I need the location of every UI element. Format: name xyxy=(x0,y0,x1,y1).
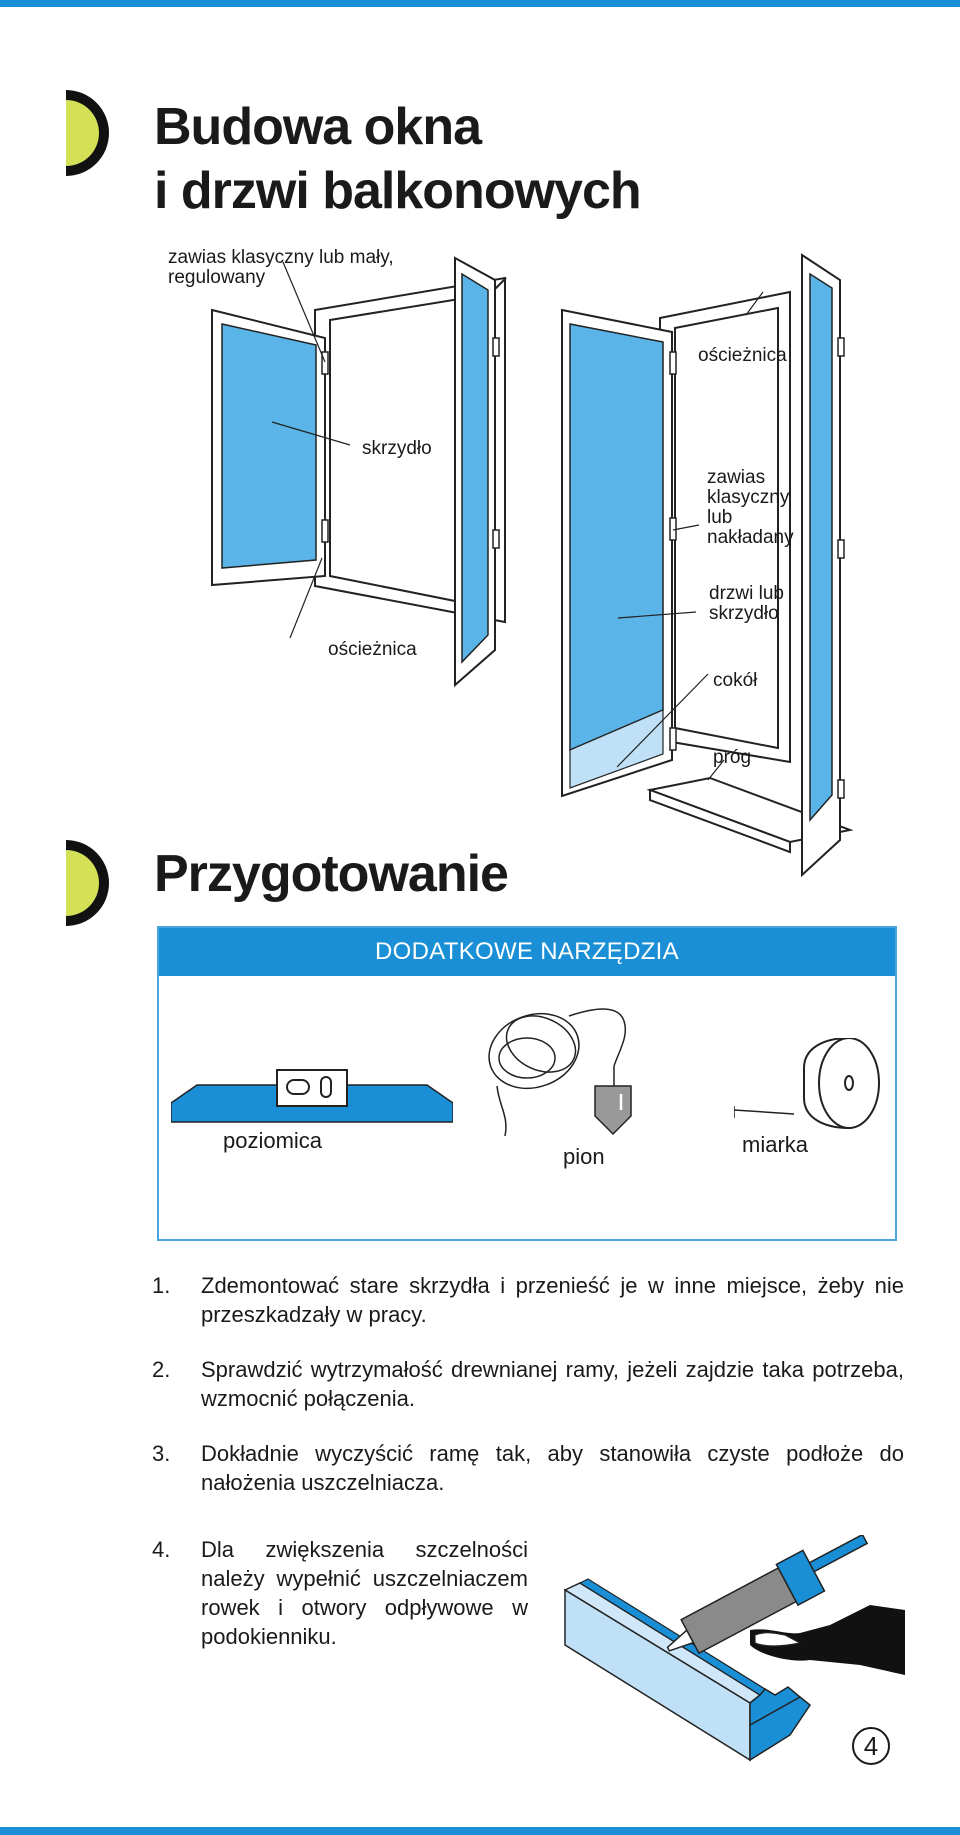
tool-label-plumb: pion xyxy=(563,1144,605,1169)
tape-measure-icon xyxy=(734,1038,884,1138)
window-door-diagram xyxy=(150,240,870,885)
sealant-application-illustration xyxy=(560,1535,905,1765)
tool-label-tape: miarka xyxy=(742,1132,809,1157)
label-door-frame: ościeżnica xyxy=(698,345,787,366)
tools-header: DODATKOWE NARZĘDZIA xyxy=(159,928,895,976)
label-door-leaf: drzwi lub skrzydło xyxy=(709,583,784,624)
tools-panel xyxy=(157,926,897,1241)
list-item: 2. Sprawdzić wytrzymałość drewnianej ramy, jeżeli zajdzie taka potrzeba, wzmocnić połączenia. xyxy=(152,1357,904,1411)
door-left-leaf xyxy=(562,310,676,796)
list-item: 1. Zdemontować stare skrzydła i przenieść je w inne miejsce, żeby nie przeszkadzały w pracy. xyxy=(152,1273,904,1327)
spirit-level-icon xyxy=(171,1068,453,1128)
list-item: 3. Dokładnie wyczyścić ramę tak, aby stanowiła czyste podłoże do nałożenia uszczelniacza. xyxy=(152,1441,904,1495)
window-right-sash xyxy=(455,258,499,685)
top-accent-bar xyxy=(0,0,960,7)
label-door-plinth: cokół xyxy=(713,670,758,691)
label-door-threshold: próg xyxy=(713,747,752,768)
page-number: 4 xyxy=(852,1727,890,1765)
window-left-sash xyxy=(212,310,328,585)
plumb-bob-icon xyxy=(479,976,669,1146)
door-right-leaf xyxy=(802,255,844,875)
section-title-preparation: Przygotowanie xyxy=(154,845,508,903)
label-window-hinge: zawias klasyczny lub mały, regulowany xyxy=(168,247,394,288)
section-title-structure: Budowa okna i drzwi balkonowych xyxy=(154,98,641,220)
list-item: 4. Dla zwiększenia szczelności należy wypełnić uszczelniaczem rowek i otwory odpływowe w podokienniku. xyxy=(152,1537,528,1649)
section-marker-icon xyxy=(66,90,112,176)
label-window-sash: skrzydło xyxy=(362,438,432,459)
bottom-accent-bar xyxy=(0,1827,960,1835)
section-marker-icon xyxy=(66,840,112,926)
label-window-frame: ościeżnica xyxy=(328,639,417,660)
tool-label-level: poziomica xyxy=(223,1128,323,1153)
label-door-hinge: zawias klasyczny lub nakładany xyxy=(707,467,794,548)
